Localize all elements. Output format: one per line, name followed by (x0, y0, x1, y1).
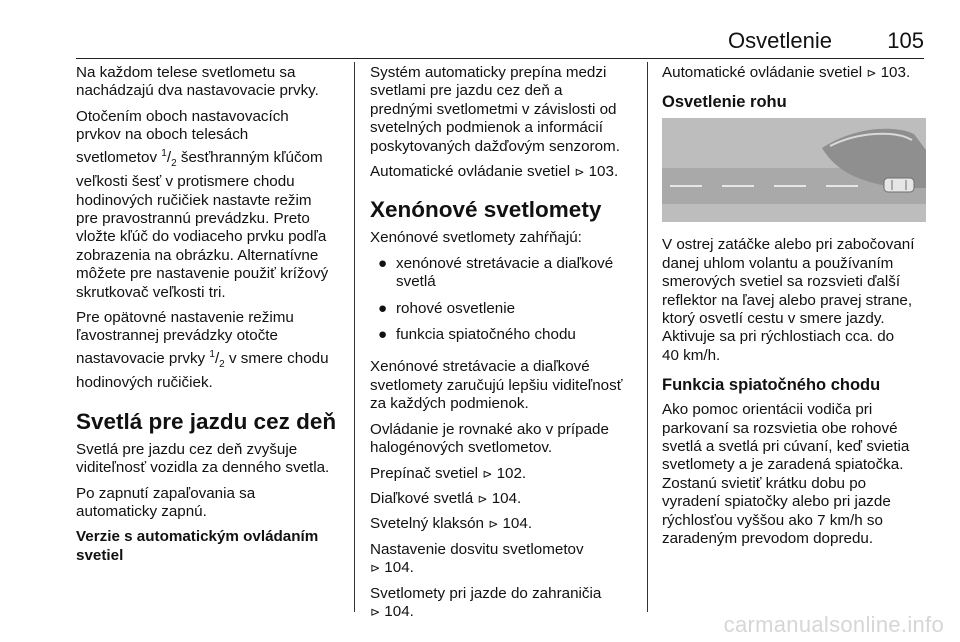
fraction-denominator: 2 (171, 157, 177, 169)
heading-xenon: Xenónové svetlomety (370, 197, 602, 223)
xref-page: 104. (384, 602, 414, 620)
paragraph-xenon-operation: Ovládanie je rovnaké ako v prípade halogénových svetlometov. (370, 420, 609, 457)
xref-text: Diaľkové svetlá (370, 489, 478, 507)
paragraph-left-hand-mode: Pre opätovné nastavenie režimu ľavostrannej prevádzky otočte nastavovacie prvky $^1/_2$ v smere chodu hodinových ručičiek. (76, 308, 329, 392)
paragraph-right-hand-mode: Otočením oboch nastavovacích prvkov na oboch telesách svetlometov $^1/_2$ šesťhranným kľúčom veľkosti šesť v protismere chodu hodinových ručičiek nastavte režim pre pravostrannú prevádzku. Preto vložte kľúč do vodiaceho prvku podľa zobrazenia na obrázku. Alternatívne môžete pre nastavenie použiť krížový skrutkovač veľkosti tri. (76, 107, 329, 301)
fraction-denominator: 2 (219, 358, 225, 370)
xref-arrow-icon: ⊳ (574, 165, 585, 180)
heading-cornering-light: Osvetlenie rohu (662, 93, 787, 112)
paragraph-adjusters: Na každom telese svetlometu sa nachádzajú dva nastavovacie prvky. (76, 64, 319, 100)
text-part: šesťhranným kľúčom veľkosti šesť v protismere chodu hodinových ručičiek nastavte režim pre pravostrannú prevádzku. Preto vložte kľúč do vodiaceho prvku podľa zobrazenia na obrázku. Alternatívne môžete pre nastavenie použiť krížový skrutkovač veľkosti tri. (76, 148, 329, 301)
page-header (76, 20, 924, 56)
xref-page: 103. (880, 64, 911, 81)
xref-text: Automatické ovládanie svetiel (662, 64, 867, 81)
column-divider-2 (647, 62, 648, 612)
watermark: carmanualsonline.info (723, 612, 944, 637)
bullet-icon: ● (378, 254, 388, 272)
bullet-icon: ● (378, 299, 388, 317)
list-item-text: xenónové stretávacie a diaľkové svetlá (396, 254, 614, 291)
list-item (370, 300, 640, 318)
xref-arrow-icon: ⊳ (370, 561, 381, 576)
paragraph-cornering-light: V ostrej zatáčke alebo pri zabočovaní danej uhlom volantu a používaním smerových svetiel sa rozsvieti ďalší reflektor na ľavej alebo pravej strane, ktorý osvetlí cestu v smere jazdy. Aktivuje sa pri rýchlostiach cca. do 40 km/h. (662, 236, 915, 364)
xref-light-switch[interactable] (370, 465, 640, 483)
xref-page: 104. (491, 489, 522, 507)
column-3 (662, 64, 928, 556)
xref-page: 102. (496, 464, 527, 482)
text-part: Otočením oboch nastavovacích prvkov na oboch telesách svetlometov (76, 107, 289, 166)
xref-arrow-icon: ⊳ (482, 466, 493, 481)
xref-text: Nastavenie dosvitu svetlometov (370, 540, 584, 558)
paragraph-xenon-visibility: Xenónové stretávacie a diaľkové svetlomety zaručujú lepšiu viditeľnosť za každých podmienok. (370, 358, 623, 413)
list-item (370, 326, 640, 344)
fraction-numerator: 1 (209, 348, 215, 360)
paragraph-auto-switch: Systém automaticky prepína medzi svetlami pre jazdu cez deň a prednými svetlometmi v závislosti od svetelných podmienok a informácií poskytovaných dažďovým senzorom. (370, 64, 620, 155)
xref-arrow-icon: ⊳ (488, 517, 499, 532)
column-divider-1 (354, 62, 355, 612)
heading-automatic-versions: Verzie s automatickým ovládaním svetiel (76, 528, 319, 564)
column-2 (370, 64, 640, 628)
xref-driving-abroad[interactable] (370, 585, 640, 622)
column-1 (76, 64, 346, 565)
page-number: 105 (887, 28, 924, 53)
xref-auto-light-control-2[interactable] (662, 64, 928, 82)
xref-text: Automatické ovládanie svetiel (370, 163, 575, 181)
heading-reverse-function: Funkcia spiatočného chodu (662, 376, 881, 395)
fraction-numerator: 1 (161, 147, 167, 159)
section-title: Osvetlenie (728, 28, 832, 53)
xref-high-beam[interactable] (370, 490, 640, 508)
paragraph-daytime-ignition: Po zapnutí zapaľovania sa automaticky zapnú. (76, 484, 256, 520)
xref-headlight-range[interactable] (370, 541, 640, 578)
text-part: v smere chodu hodinových ručičiek. (76, 349, 329, 392)
xref-page: 104. (384, 559, 414, 577)
bullet-icon: ● (378, 326, 388, 344)
xref-text: Prepínač svetiel (370, 464, 483, 482)
xref-arrow-icon: ⊳ (477, 491, 488, 506)
paragraph-xenon-intro: Xenónové svetlomety zahŕňajú: (370, 229, 582, 247)
xref-text: Svetelný klaksón (370, 515, 489, 533)
list-item-text: funkcia spiatočného chodu (396, 326, 576, 344)
list-item-text: rohové osvetlenie (396, 299, 516, 317)
xref-arrow-icon: ⊳ (866, 66, 877, 80)
xref-headlight-flash[interactable] (370, 515, 640, 533)
xref-page: 104. (502, 515, 533, 533)
heading-daytime-lights: Svetlá pre jazdu cez deň (76, 408, 337, 434)
paragraph-reverse-function: Ako pomoc orientácii vodiča pri parkovaní sa rozsvietia obe rohové svetlá a svetlá pri cúvaní, keď svietia svetlomety a je zaradená spiatočka. Zostanú svietiť krátku dobu po vyradení spiatočky alebo pri jazde rýchlosťou vyššou ako 7 km/h so zaradeným prevodom dopredu. (662, 401, 910, 548)
xenon-feature-list (370, 255, 640, 345)
xref-auto-light-control[interactable] (370, 163, 640, 181)
paragraph-daytime-visibility: Svetlá pre jazdu cez deň zvyšuje viditeľnosť vozidla za denného svetla. (76, 440, 330, 477)
xref-text: Svetlomety pri jazde do zahraničia (370, 584, 602, 602)
xref-page: 103. (588, 163, 619, 181)
header-rule (76, 58, 924, 59)
xref-arrow-icon: ⊳ (370, 604, 381, 619)
text-part: Pre opätovné nastavenie režimu ľavostrannej prevádzky otočte nastavovacie prvky (76, 308, 294, 367)
list-item (370, 255, 640, 292)
cornering-light-illustration (662, 118, 926, 222)
